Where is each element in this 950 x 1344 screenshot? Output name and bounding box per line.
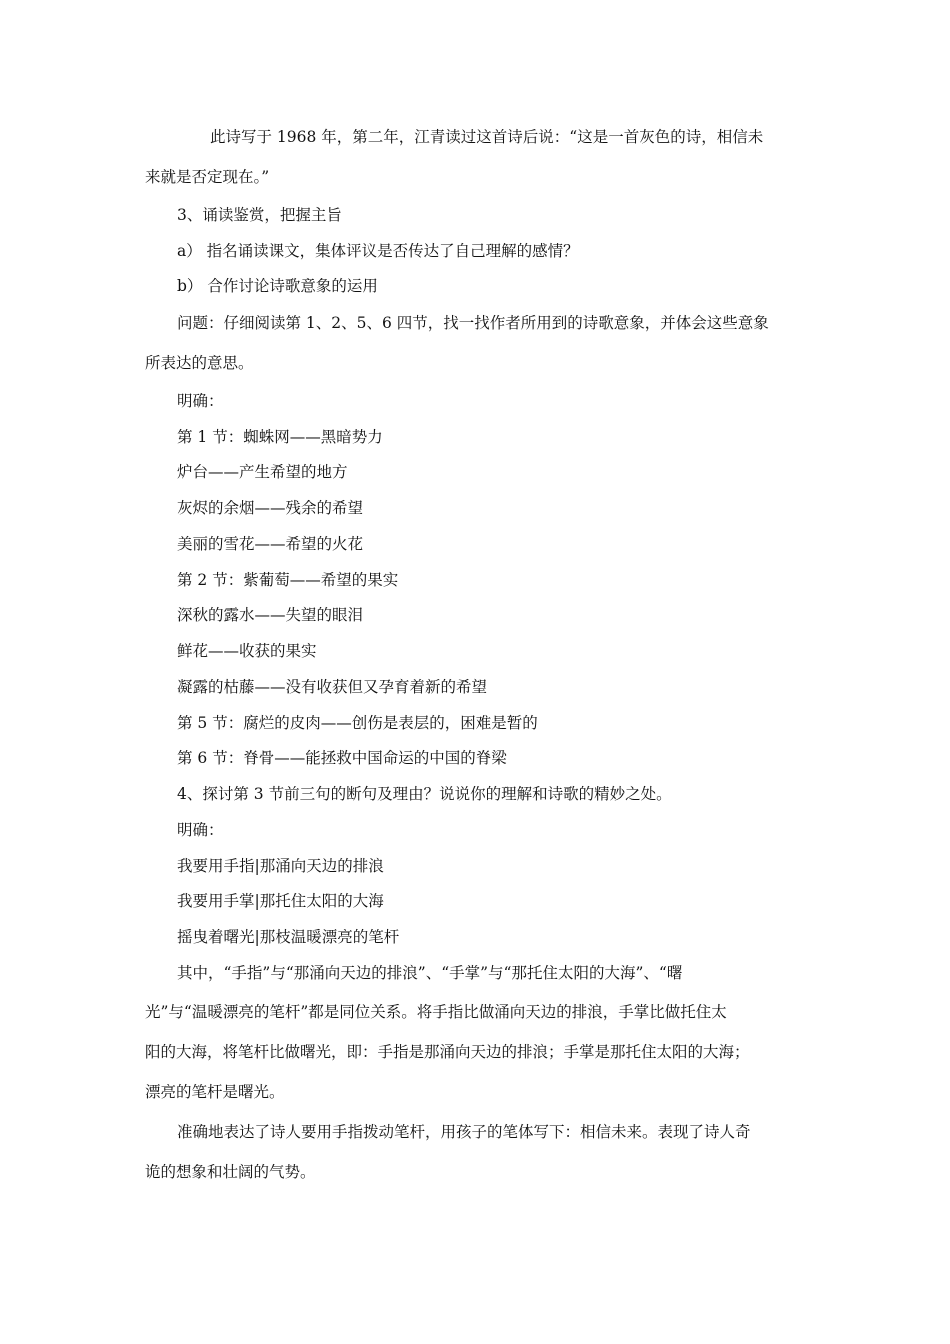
paragraph-line: 漂亮的笔杆是曙光。	[145, 1083, 285, 1101]
paragraph-line: 明确：	[177, 392, 224, 410]
paragraph-line: 准确地表达了诗人要用手指拨动笔杆，用孩子的笔体写下：相信未来。表现了诗人奇	[177, 1123, 751, 1141]
paragraph-line: 问题：仔细阅读第 1、2、5、6 四节，找一找作者所用到的诗歌意象，并体会这些意象	[177, 314, 769, 332]
paragraph-line: 明确：	[177, 821, 224, 839]
list-item: a） 指名诵读课文，集体评议是否传达了自己理解的感情？	[177, 242, 579, 260]
paragraph-line: 诡的想象和壮阔的气势。	[145, 1163, 316, 1181]
list-item: 第 5 节：腐烂的皮肉——创伤是表层的，困难是暂的	[177, 714, 538, 732]
paragraph-line: 其中，“手指”与“那涌向天边的排浪”、“手掌”与“那托住太阳的大海”、“曙	[177, 964, 683, 982]
list-item: 鲜花——收获的果实	[177, 642, 317, 660]
list-item: 第 6 节：脊骨——能拯救中国命运的中国的脊梁	[177, 749, 507, 767]
poem-line: 我要用手指|那涌向天边的排浪	[177, 857, 384, 875]
poem-line: 摇曳着曙光|那枝温暖漂亮的笔杆	[177, 928, 400, 946]
list-item: 美丽的雪花——希望的火花	[177, 535, 364, 553]
paragraph-line: 来就是否定现在。”	[145, 168, 270, 186]
list-item: 炉台——产生希望的地方	[177, 463, 348, 481]
list-item: 凝露的枯藤——没有收获但又孕育着新的希望	[177, 678, 488, 696]
paragraph-line: 光”与“温暖漂亮的笔杆”都是同位关系。将手指比做涌向天边的排浪，手掌比做托住太	[145, 1003, 727, 1021]
list-item: b） 合作讨论诗歌意象的运用	[177, 277, 378, 295]
list-item: 灰烬的余烟——残余的希望	[177, 499, 364, 517]
section-heading: 3、诵读鉴赏，把握主旨	[177, 206, 342, 224]
section-heading: 4、探讨第 3 节前三句的断句及理由？说说你的理解和诗歌的精妙之处。	[177, 785, 672, 803]
list-item: 第 1 节：蜘蛛网——黑暗势力	[177, 428, 383, 446]
list-item: 深秋的露水——失望的眼泪	[177, 606, 364, 624]
paragraph-line: 此诗写于 1968 年，第二年，江青读过这首诗后说：“这是一首灰色的诗，相信未	[210, 128, 764, 146]
list-item: 第 2 节：紫葡萄——希望的果实	[177, 571, 399, 589]
paragraph-line: 所表达的意思。	[145, 354, 254, 372]
paragraph-line: 阳的大海，将笔杆比做曙光，即：手指是那涌向天边的排浪；手掌是那托住太阳的大海；	[145, 1043, 750, 1061]
poem-line: 我要用手掌|那托住太阳的大海	[177, 892, 384, 910]
